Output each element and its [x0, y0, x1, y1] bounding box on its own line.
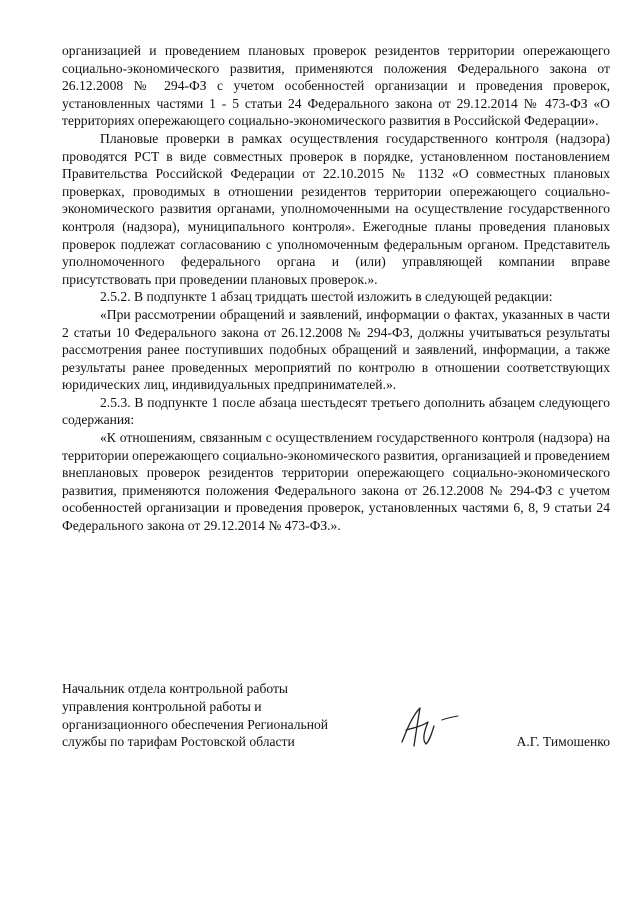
signature-block	[62, 680, 610, 760]
position-line: службы по тарифам Ростовской области	[62, 734, 295, 750]
paragraph-2-5-3: 2.5.3. В подпункте 1 после абзаца шестьдесят третьего дополнить абзацем следующего содержания:	[62, 394, 610, 428]
handwritten-signature	[392, 702, 462, 752]
paragraph-2-5-3-quote: «К отношениям, связанным с осуществлением государственного контроля (надзора) на территории опережающего социально-экономического развития, организацией и проведением внеплановых проверок резидентов территории опережающего социально-экономического развития, применяются положения Федерального закона от 26.12.2008 № 294-ФЗ с учетом особенностей организации и проведения проверок, установленных частями 6, 8, 9 статьи 24 Федерального закона от 29.12.2014 № 473-ФЗ.».	[62, 430, 610, 534]
position-line: Начальник отдела контрольной работы	[62, 681, 289, 696]
paragraph-2-5-2-quote: «При рассмотрении обращений и заявлений, информации о фактах, указанных в части 2 статьи 10 Федерального закона от 26.12.2008 № 294-ФЗ, должны учитываться результаты рассмотрения ранее поступивших подобных обращений и заявлений, информации, а также результаты ранее проведенных мероприятий по контролю в отношении соответствующих юридических лиц, индивидуальных предпринимателей.».	[62, 306, 610, 393]
paragraph-2-5-2: 2.5.2. В подпункте 1 абзац тридцать шестой изложить в следующей редакции:	[100, 289, 553, 305]
paragraph-planned-inspections: Плановые проверки в рамках осуществления государственного контроля (надзора) проводятся РСТ в виде совместных проверок в порядке, установленном постановлением Правительства Российской Федерации от 22.10.2015 № 1132 «О совместных плановых проверках, проводимых в отношении резидентов территории опережающего социально-экономического развития органами, уполномоченными на осуществление государственного контроля (надзора), муниципального контроля». Ежегодные планы проведения плановых проверок подлежат согласованию с уполномоченным федеральным органом. Представитель уполномоченного федерального органа и (или) управляющей компании вправе присутствовать при проведении плановых проверок.».	[62, 130, 610, 287]
paragraph-continuation: организацией и проведением плановых проверок резидентов территории опережающего социально-экономического развития, применяются положения Федерального закона от 26.12.2008 № 294-ФЗ с учетом особенностей организации и проведения проверок, установленных частями 1 - 5 статьи 24 Федерального закона от 29.12.2014 № 473-ФЗ «О территориях опережающего социально-экономического развития в Российской Федерации».	[62, 43, 610, 129]
position-line: управления контрольной работы и	[62, 698, 262, 714]
position-line: организационного обеспечения Региональной	[62, 716, 329, 732]
signatory-position	[62, 680, 392, 751]
document-body	[62, 42, 610, 535]
signatory-name: А.Г. Тимошенко	[516, 734, 610, 749]
